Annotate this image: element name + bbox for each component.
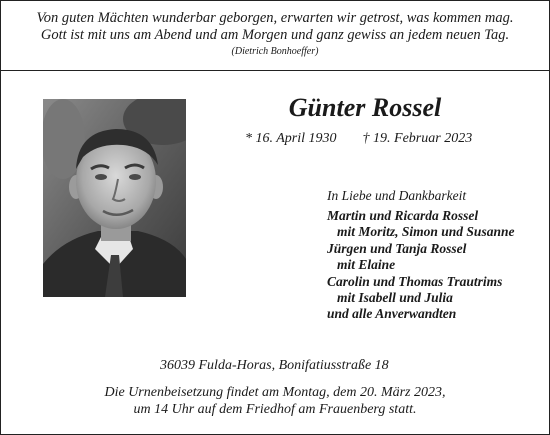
birth-date: * 16. April 1930: [245, 131, 337, 146]
mourner-line: mit Moritz, Simon und Susanne: [337, 224, 515, 240]
funeral-notice-line-1: Die Urnenbeisetzung findet am Montag, dem 20. März 2023,: [104, 385, 446, 400]
mourners-list: [327, 208, 514, 323]
poem-line-1: Von guten Mächten wunderbar geborgen, erwarten wir getrost, was kommen mag.: [36, 10, 514, 26]
poem-line-2: Gott ist mit uns am Abend und am Morgen und ganz gewiss an jedem neuen Tag.: [40, 27, 510, 43]
funeral-notice: [0, 384, 550, 418]
portrait-photo: [43, 99, 186, 297]
mourner-line: Carolin und Thomas Trautrims: [327, 273, 503, 289]
portrait-photo-image: [43, 99, 186, 297]
divider-rule: [0, 70, 550, 71]
life-dates: [245, 130, 472, 147]
poem-author: (Dietrich Bonhoeffer): [231, 46, 319, 57]
mourner-line: und alle Anverwandten: [327, 306, 457, 322]
death-date: † 19. Februar 2023: [362, 131, 473, 146]
mourner-line: Martin und Ricarda Rossel: [327, 208, 479, 223]
mourners-intro: In Liebe und Dankbarkeit: [327, 188, 467, 203]
funeral-notice-line-2: um 14 Uhr auf dem Friedhof am Frauenberg statt.: [133, 402, 417, 417]
mourner-line: mit Isabell und Julia: [337, 290, 453, 306]
mourner-line: mit Elaine: [337, 257, 396, 273]
mourner-line: Jürgen und Tanja Rossel: [327, 240, 467, 256]
poem-block: [0, 10, 550, 58]
deceased-name: Günter Rossel: [288, 93, 442, 122]
address: 36039 Fulda-Horas, Bonifatiusstraße 18: [160, 358, 389, 373]
